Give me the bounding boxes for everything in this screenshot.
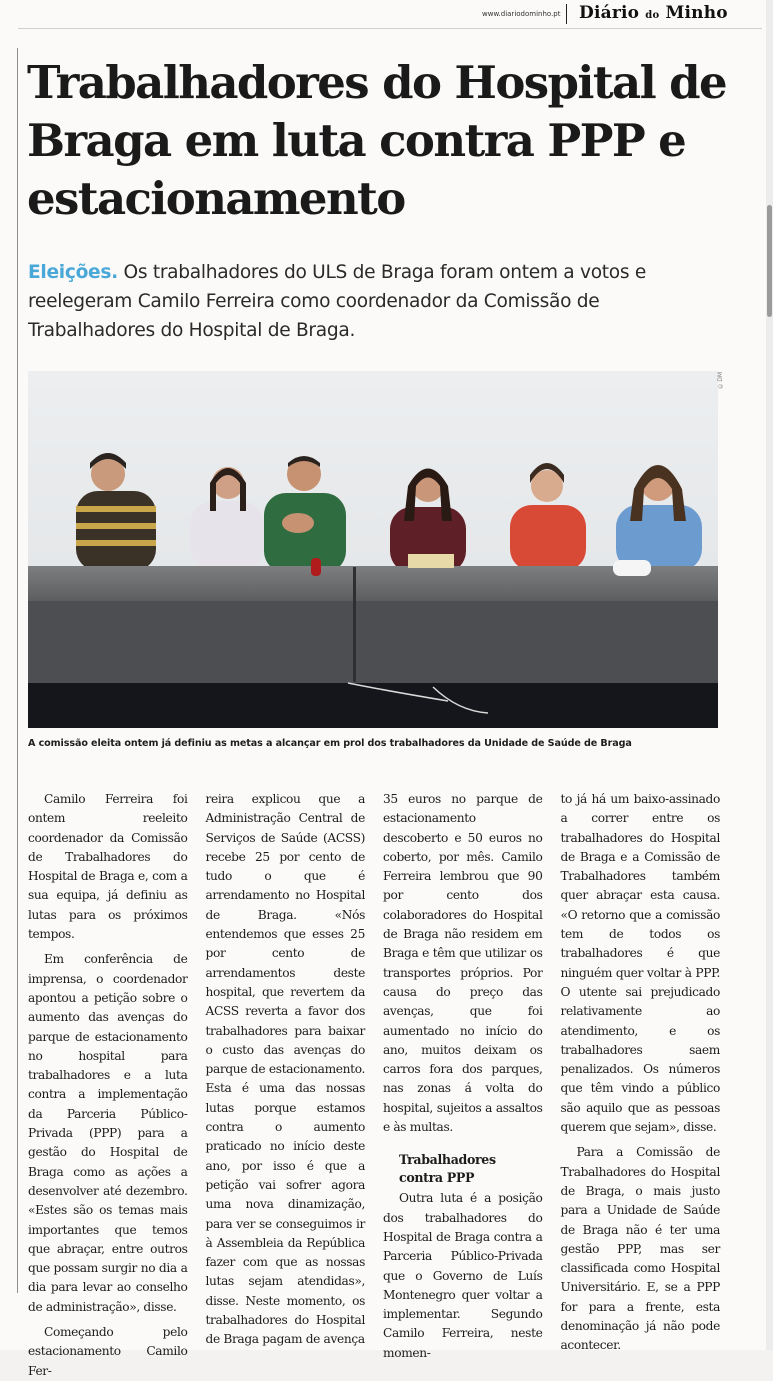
article-photo: [28, 371, 718, 728]
paragraph: Camilo Ferreira foi ontem reeleito coordenador da Comissão de Trabalhadores do Hospital de Braga e, com a sua equipa, já definiu as lutas para os próximos tempos.: [28, 792, 188, 942]
photo-caption: A comissão eleita ontem já definiu as metas a alcançar em prol dos trabalhadores da Unidade de Saúde de Braga: [28, 738, 632, 749]
body-column-2: [205, 790, 366, 1347]
logo-small-word: do: [645, 10, 660, 21]
newspaper-logo: [579, 3, 728, 23]
masthead-url: www.diariodominho.pt: [482, 10, 561, 18]
photo-illustration: [28, 371, 718, 728]
top-rule: [18, 28, 762, 29]
scrollbar-thumb[interactable]: [767, 205, 772, 317]
paragraph: Começando pelo estacionamento Camilo Fer-: [28, 1325, 188, 1378]
paragraph: Para a Comissão de Trabalhadores do Hospital de Braga, o mais justo para a Unidade de Saúde de Braga não é ter uma gestão PPP, mas ser classificada como Hospital Universitário. E, se a PPP for para a frente, esta denominação já não pode acontecer.: [560, 1145, 720, 1353]
article-headline: Trabalhadores do Hospital de Braga em luta contra PPP e estacionamento: [27, 56, 727, 225]
paragraph: reira explicou que a Administração Central de Serviços de Saúde (ACSS) recebe 25 por cento de tudo o que é arrendamento no Hospital de Braga. «Nós entendemos que esses 25 por cento de arrendamentos deste hospital, que revertem da ACSS reverta a favor dos trabalhadores para baixar o custo das avenças do parque de estacionamento. Esta é uma das nossas lutas porque estamos contra o aumento praticado no início deste ano, por isso é que a petição vai sofrer agora uma nova dinamização, para ver se conseguimos ir à Assembleia da República fazer com que as nossas lutas sejam atendidas», disse. Neste momento, os trabalhadores do Hospital de Braga pagam de avença: [205, 792, 365, 1347]
lead-kicker: Eleições.: [28, 262, 118, 283]
article-body: [28, 790, 720, 1378]
article-lead: [28, 258, 728, 345]
scrollbar-track[interactable]: [766, 0, 773, 1350]
logo-main-word: Diário: [579, 3, 640, 23]
body-column-1: [28, 790, 188, 1378]
masthead-separator: [566, 4, 567, 24]
body-column-3: [383, 790, 543, 1360]
logo-end-word: Minho: [665, 3, 728, 23]
article-subheading: Trabalhadores contra PPP: [399, 1152, 496, 1186]
paragraph: Em conferência de imprensa, o coordenador apontou a petição sobre o aumento das avenças do parque de estacionamento no hospital para trabalhadores e a luta contra a implementação da Parceria Público-Privada (PPP) para a gestão do Hospital de Braga como as ações a desenvolver até dezembro. «Estes são os temas mais importantes que temos que abraçar, entre outros que possam surgir no dia a dia para levar ao conselho de administração», disse.: [28, 952, 188, 1314]
left-rule: [17, 48, 18, 1293]
body-column-4: [560, 790, 721, 1353]
paragraph: 35 euros no parque de estacionamento descoberto e 50 euros no coberto, por mês. Camilo Ferreira lembrou que 90 por cento dos colaboradores do Hospital de Braga não residem em Braga e têm que utilizar os transportes próprios. Por causa do preço das avenças, que foi aumentado no início do ano, muitos deixam os carros fora dos parques, nas zonas á volta do hospital, sujeitos a assaltos e às multas.: [383, 792, 543, 1135]
lead-text: Os trabalhadores do ULS de Braga foram ontem a votos e reelegeram Camilo Ferreira como coordenador da Comissão de Trabalhadores do Hospital de Braga.: [28, 262, 646, 341]
paragraph: Outra luta é a posição dos trabalhadores do Hospital de Braga contra a Parceria Público-Privada que o Governo de Luís Montenegro quer voltar a implementar. Segundo Camilo Ferreira, neste momen-: [383, 1191, 543, 1360]
photo-credit: ©DM: [717, 372, 724, 389]
paragraph: to já há um baixo-assinado a correr entre os trabalhadores do Hospital de Braga e a Comissão de Trabalhadores também quer abraçar esta causa. «O retorno que a comissão tem de todos os trabalhadores é que ninguém quer voltar à PPP. O utente sai prejudicado relativamente ao atendimento, e os trabalhadores saem penalizados. Os números que têm vindo a público são aquilo que as pessoas querem que sejam», disse.: [560, 792, 720, 1135]
